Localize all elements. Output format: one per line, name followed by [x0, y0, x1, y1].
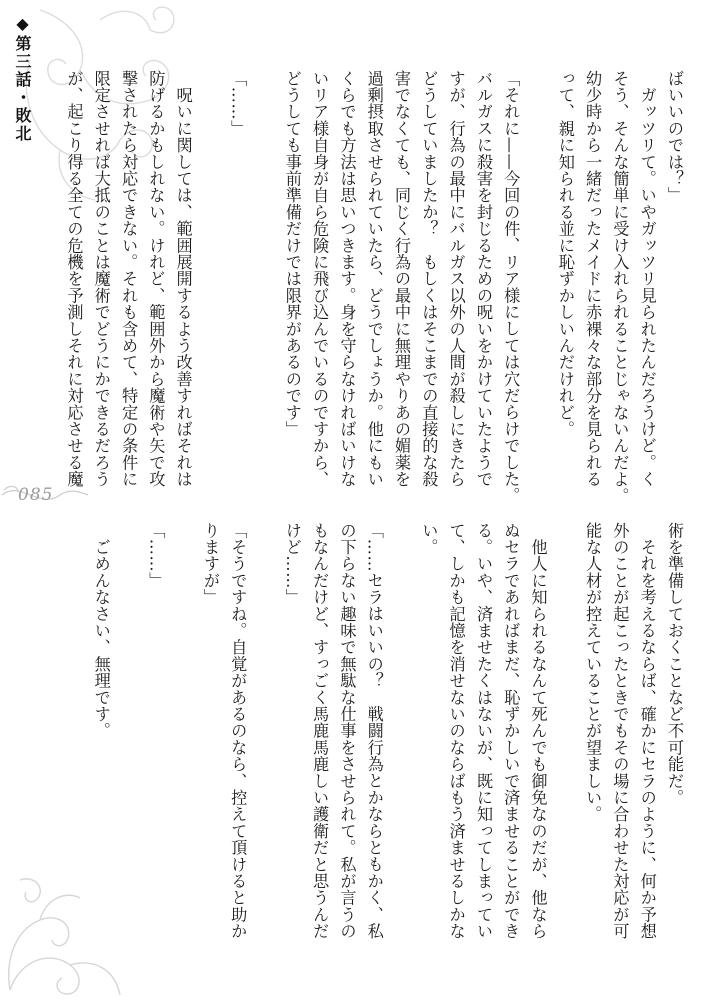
- page-number: 085: [18, 485, 54, 505]
- text-line: どうしていましたか？ もしくはそこまでの直接的な殺: [419, 70, 439, 488]
- text-line: ごめんなさい、無理です。: [91, 522, 111, 740]
- text-line: くらでも方法は思いつきます。身を守らなければいけな: [337, 70, 357, 488]
- text-line: 「そうですね。自覚があるのなら、控えて頂けると助か: [228, 522, 248, 940]
- blank-line: [524, 70, 551, 490]
- text-line: 「それに——今回の件、リア様にしては穴だらけでした。: [501, 70, 521, 505]
- text-line: 「……」: [228, 70, 248, 137]
- text-line: けど……」: [282, 522, 302, 606]
- text-line: バルガスに殺害を封じるための呪いをかけていたようで: [473, 70, 493, 488]
- text-line: 「……セラはいいの？ 戦闘行為とかならともかく、私: [364, 522, 384, 940]
- text-line: いリア様自身が自ら危険に飛び込んでいるのですから、: [310, 70, 330, 488]
- text-line: ぬセラであればまだ、恥ずかしいで済ませることができ: [501, 522, 521, 940]
- text-line: 幼少時から一緒だったメイドに赤裸々な部分を見られる: [583, 70, 603, 488]
- blank-line: [251, 70, 278, 490]
- text-line: どうしても事前準備だけでは限界があるのです」: [282, 70, 302, 438]
- text-line: ガッツリて。いやガッツリ見られたんだろうけど。く: [637, 70, 657, 488]
- blank-line: [552, 522, 579, 967]
- text-block-top: [64, 70, 688, 505]
- text-line: もなんだけど、すっごく馬鹿馬鹿しい護衛だと思うんだ: [310, 522, 330, 940]
- chapter-header: [12, 14, 32, 143]
- text-line: 撃されたら対応できない。それも含めて、特定の条件に: [119, 70, 139, 488]
- text-line: 防げるかもしれない。けれど、範囲外から魔術や矢で攻: [146, 70, 166, 488]
- text-line: 過剰摂取させられていたら、どうでしょうか。他にもい: [364, 70, 384, 488]
- text-line: 「……」: [146, 522, 166, 589]
- text-line: 他人に知られるなんて死んでも御免なのだが、他なら: [528, 522, 548, 940]
- text-line: 呪いに関しては、範囲展開するよう改善すればそれは: [173, 70, 193, 488]
- text-line: が、起こり得る全ての危機を予測しそれに対応させる魔: [64, 70, 84, 488]
- text-block-bottom: [76, 522, 688, 967]
- text-line: それを考えるならば、確かにセラのように、何か予想: [637, 522, 657, 940]
- text-line: すが、行為の最中にバルガス以外の人間が殺しにきたら: [446, 70, 466, 488]
- text-line: 害でなくても、同じく行為の最中に無理やりあの媚薬を: [392, 70, 412, 488]
- text-line: 外のことが起こったときでもその場に合わせた対応が可: [610, 522, 630, 940]
- text-line: 能な人材が控えていることが望ましい。: [583, 522, 603, 823]
- text-line: 術を準備しておくことなど不可能だ。: [665, 522, 684, 806]
- blank-line: [197, 70, 224, 490]
- text-line: そう、そんな簡単に受け入れられることじゃないんだよ。: [610, 70, 630, 505]
- blank-line: [251, 522, 278, 967]
- text-line: る。いや、済ませたくはないが、既に知ってしまってい: [473, 522, 493, 940]
- text-line: の下らない趣味で無駄な仕事をさせられて。私が言うの: [337, 522, 357, 940]
- blank-line: [115, 522, 142, 967]
- chapter-title: 第三話・敗北: [13, 35, 32, 143]
- blank-line: [169, 522, 196, 967]
- diamond-marker-icon: ◆: [13, 14, 32, 35]
- text-line: い。: [419, 522, 439, 556]
- text-line: って、親に知られる並に恥ずかしいんだけれど。: [555, 70, 575, 438]
- text-line: りますが」: [200, 522, 220, 606]
- blank-line: [388, 522, 415, 967]
- text-line: 限定させれば大抵のことは魔術でどうにかできるだろう: [91, 70, 111, 488]
- text-line: て、しかも記憶を消せないのならばもう済ませるしかな: [446, 522, 466, 940]
- text-line: ばいいのでは？」: [665, 70, 684, 204]
